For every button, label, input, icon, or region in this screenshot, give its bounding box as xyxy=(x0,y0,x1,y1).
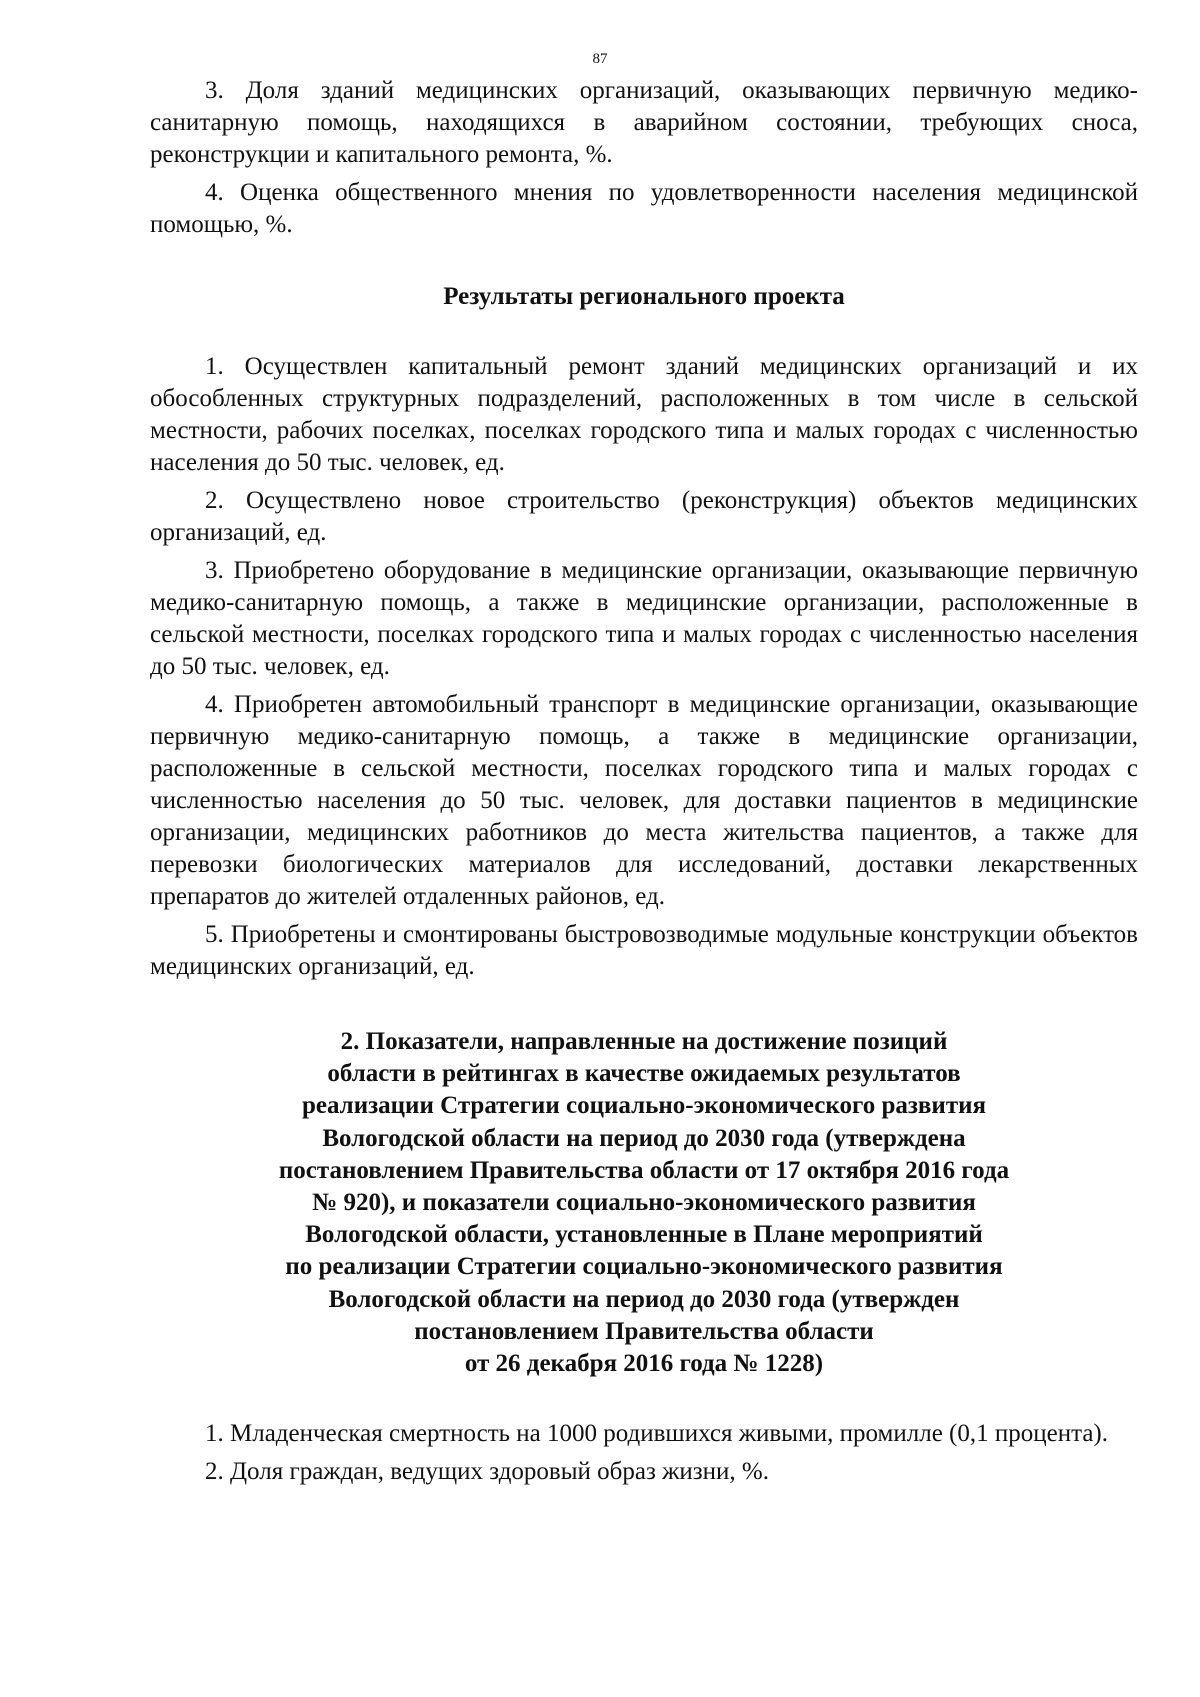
page-number: 87 xyxy=(592,51,608,67)
indicator-item: 4. Оценка общественного мнения по удовлетворенности населения медицинской помощью, %. xyxy=(150,179,1138,238)
indicator-item: 3. Доля зданий медицинских организаций, оказывающих первичную медико-санитарную помощь, находящихся в аварийном состоянии, требующих сноса, реконструкции и капитального ремонта, %. xyxy=(150,77,1138,168)
result-item: 5. Приобретены и смонтированы быстровозводимые модульные конструкции объектов медицинских организаций, ед. xyxy=(150,921,1138,980)
heading-line: Вологодской области на период до 2030 года (утвержден xyxy=(328,1285,960,1313)
indicator-item: 2. Доля граждан, ведущих здоровый образ жизни, %. xyxy=(205,1458,769,1486)
result-item: 3. Приобретено оборудование в медицинские организации, оказывающие первичную медико-санитарную помощь, а также в медицинские организации, расположенные в сельской местности, поселках городского типа и малых городах с численностью населения до 50 тыс. человек, ед. xyxy=(150,557,1138,680)
heading-line: реализации Стратегии социально-экономического развития xyxy=(301,1092,987,1120)
result-item: 4. Приобретен автомобильный транспорт в медицинские организации, оказывающие первичную медико-санитарную помощь, а также в медицинские организации, расположенные в сельской местности, поселках городского типа и малых городах с численностью населения до 50 тыс. человек, для доставки пациентов в медицинские организации, медицинских работников до места жительства пациентов, а также для перевозки биологических материалов для исследований, доставки лекарственных препаратов до жителей отдаленных районов, ед. xyxy=(150,691,1138,910)
heading-line: по реализации Стратегии социально-экономического развития xyxy=(285,1253,1003,1281)
heading-line: Вологодской области на период до 2030 года (утверждена xyxy=(322,1124,966,1152)
heading-line: постановлением Правительства области xyxy=(414,1317,874,1345)
heading-line: области в рейтингах в качестве ожидаемых результатов xyxy=(327,1060,961,1088)
heading-line: № 920), и показатели социально-экономического развития xyxy=(312,1189,976,1217)
document-body xyxy=(150,75,1138,1488)
heading-line: Вологодской области, установленные в Плане мероприятий xyxy=(305,1221,983,1249)
heading-line: постановлением Правительства области от 17 октября 2016 года xyxy=(278,1156,1010,1184)
indicator-item: 1. Младенческая смертность на 1000 родившихся живыми, промилле (0,1 процента). xyxy=(205,1420,1109,1448)
section-2-heading xyxy=(150,1026,1138,1380)
result-item: 1. Осуществлен капитальный ремонт зданий медицинских организаций и их обособленных структурных подразделений, расположенных в том числе в сельской местности, рабочих поселках, поселках городского типа и малых городах с численностью населения до 50 тыс. человек, ед. xyxy=(150,353,1138,476)
heading-line: 2. Показатели, направленные на достижение позиций xyxy=(340,1028,948,1055)
result-item: 2. Осуществлено новое строительство (реконструкция) объектов медицинских организаций, ед. xyxy=(150,487,1138,546)
heading-line: от 26 декабря 2016 года № 1228) xyxy=(464,1350,824,1378)
results-heading: Результаты регионального проекта xyxy=(443,283,845,310)
